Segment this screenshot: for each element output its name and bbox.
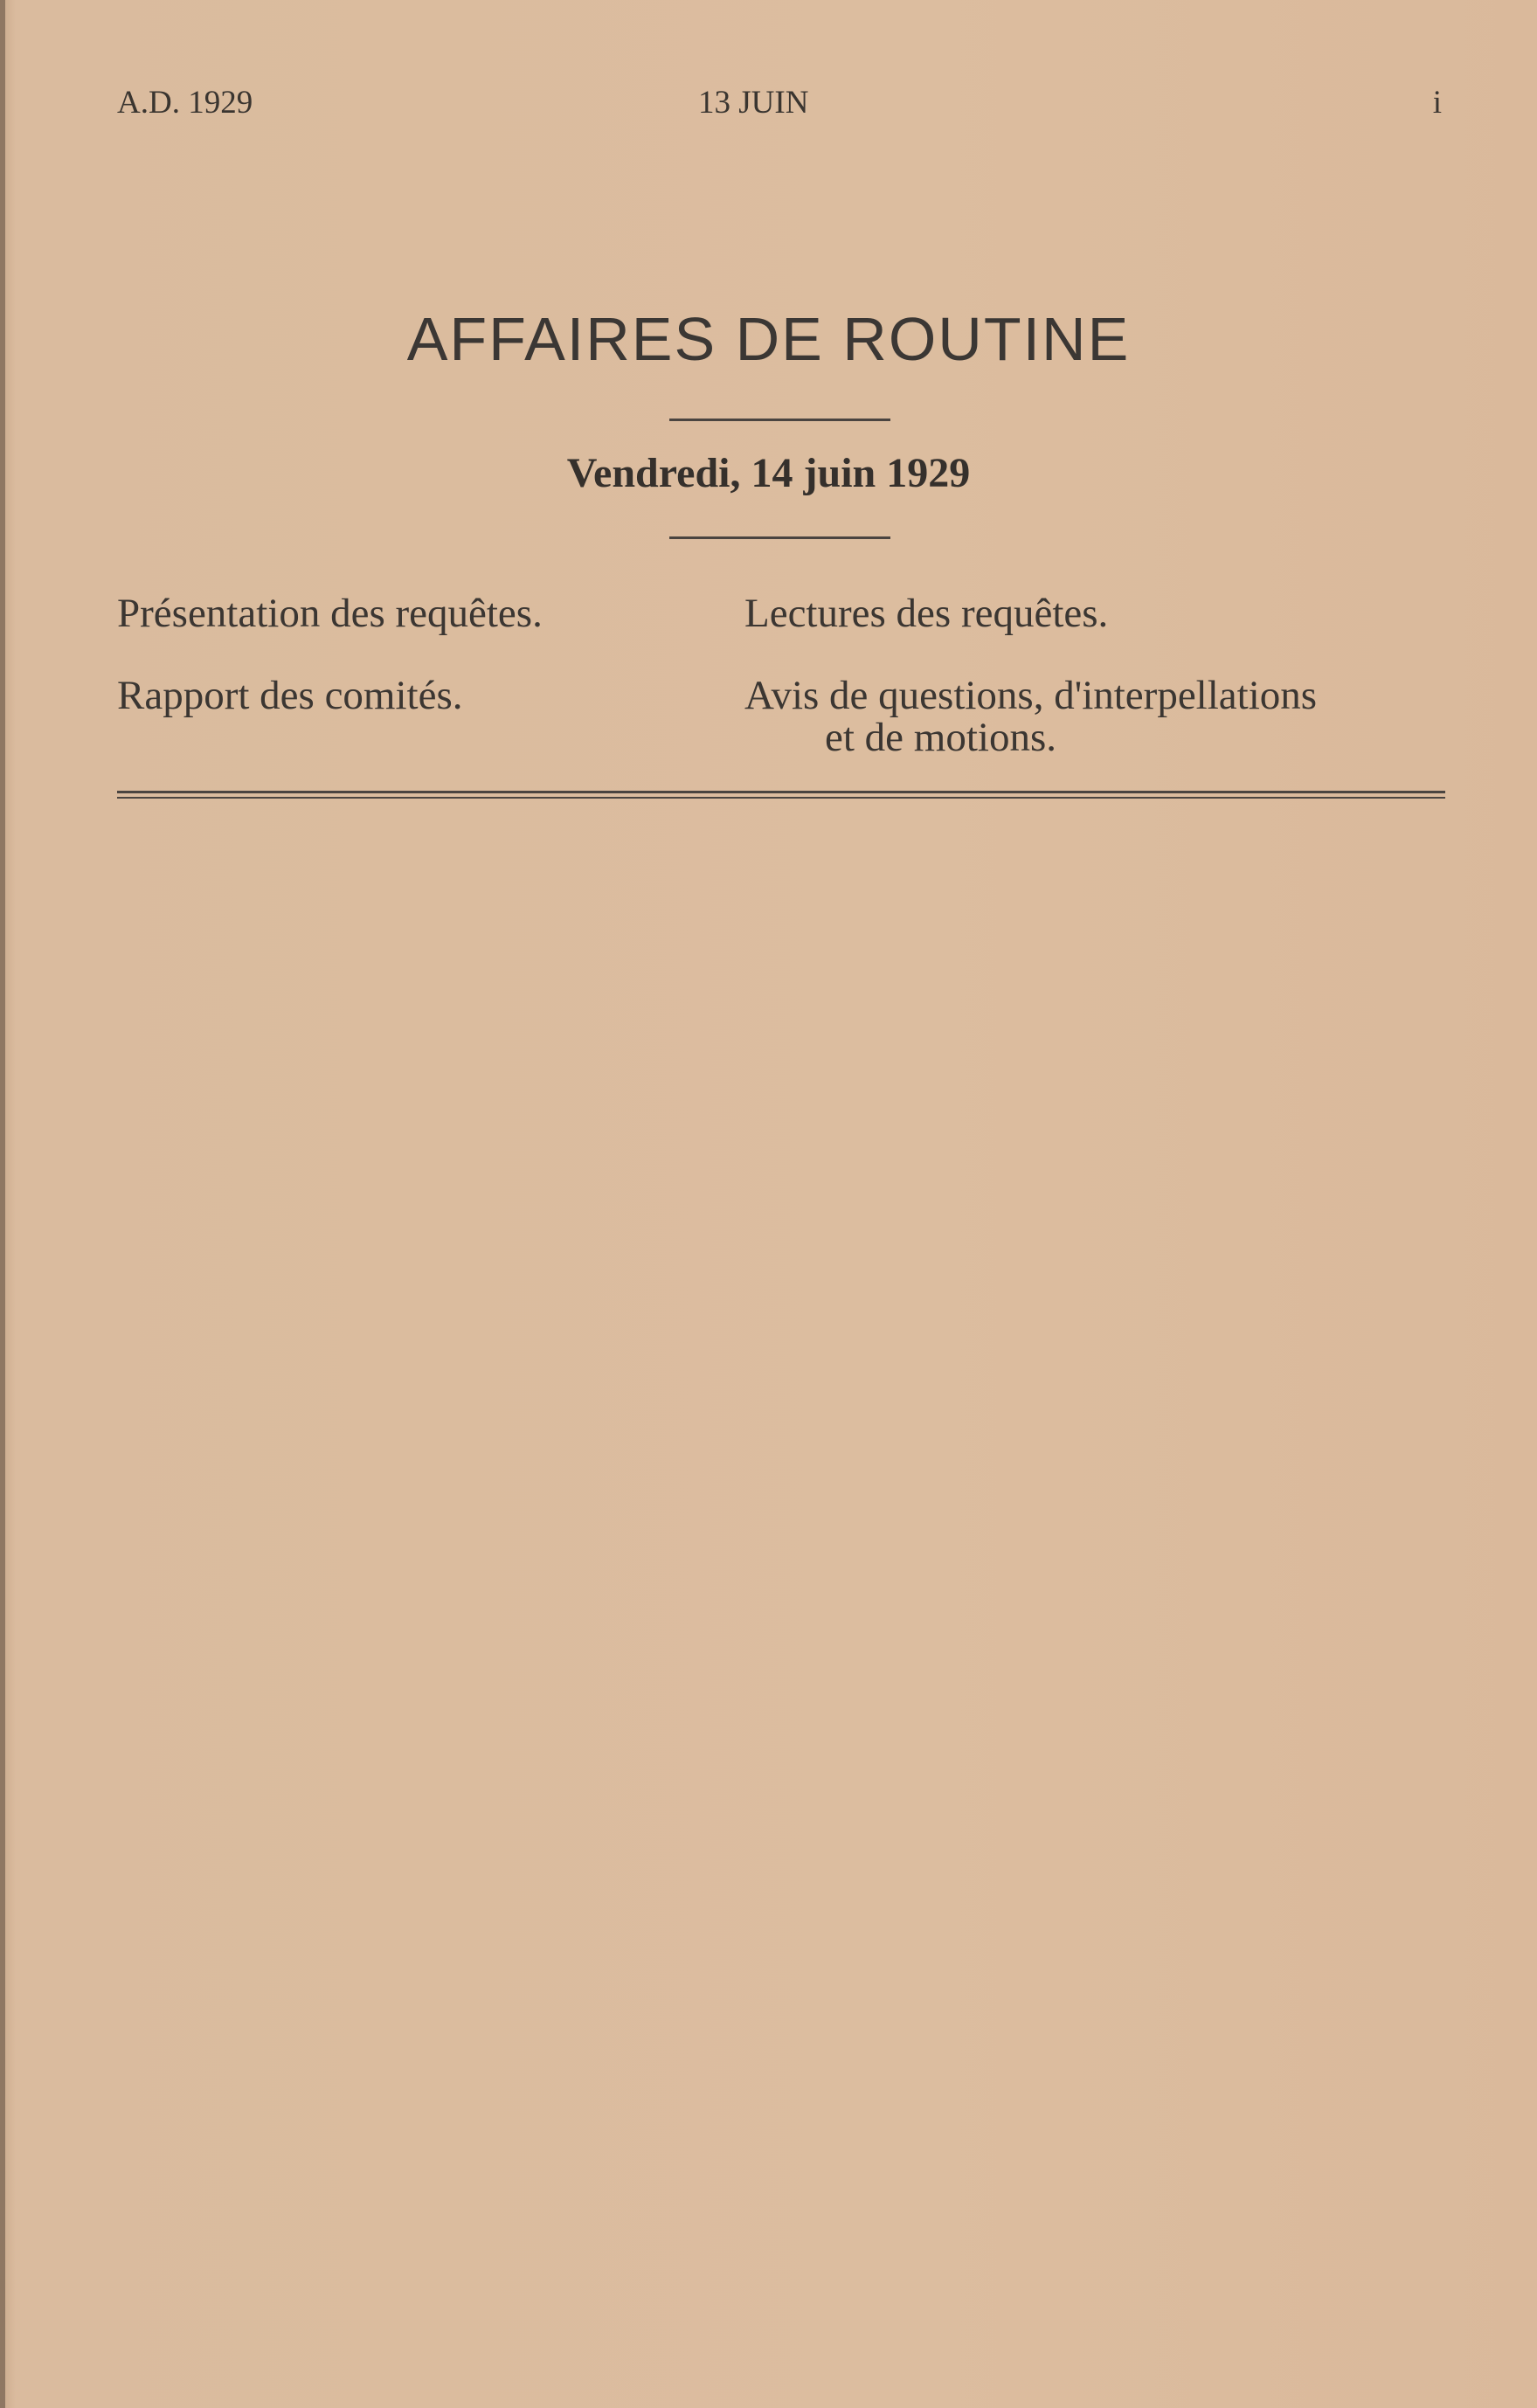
running-header bbox=[117, 84, 1442, 128]
section-double-rule bbox=[117, 791, 1445, 799]
session-date: Vendredi, 14 juin 1929 bbox=[566, 450, 971, 496]
page-title: AFFAIRES DE ROUTINE bbox=[406, 305, 1131, 373]
divider-rule-top bbox=[669, 419, 890, 421]
divider-rule-bottom bbox=[669, 536, 890, 539]
item-lectures-requetes: Lectures des requêtes. bbox=[744, 591, 1109, 636]
header-year: A.D. 1929 bbox=[117, 85, 253, 121]
header-date: 13 JUIN bbox=[698, 85, 809, 121]
item-rapport-comites: Rapport des comités. bbox=[117, 673, 463, 718]
item-presentation-requetes: Présentation des requêtes. bbox=[117, 591, 543, 636]
page-number: i bbox=[1432, 85, 1442, 121]
item-avis-questions bbox=[744, 675, 1444, 758]
item-avis-questions-line1: Avis de questions, d'interpellations bbox=[744, 673, 1318, 718]
item-avis-questions-line2: et de motions. bbox=[825, 715, 1056, 760]
